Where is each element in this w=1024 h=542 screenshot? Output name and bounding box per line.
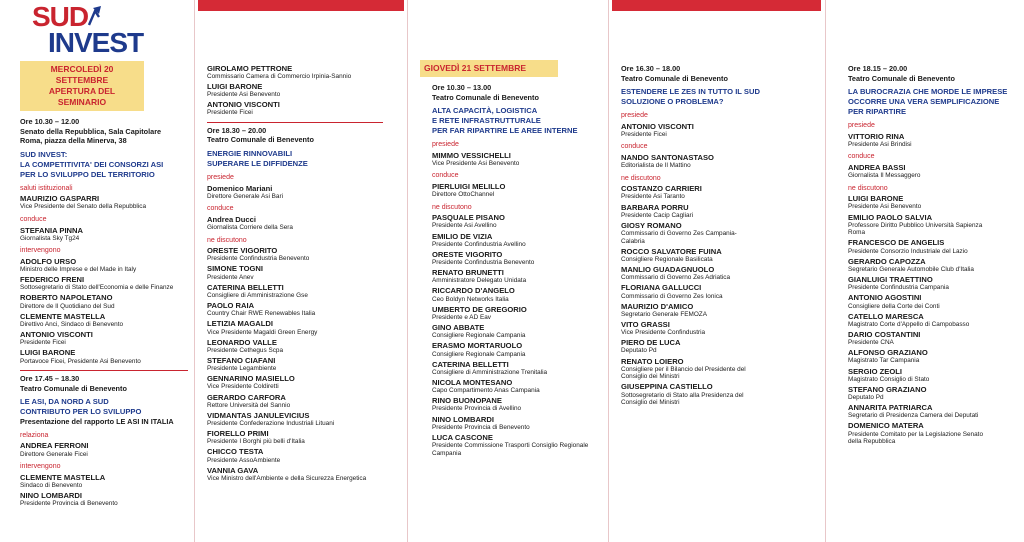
speaker-title: Presidente Ficei bbox=[207, 109, 253, 117]
speaker-name: PIERO DE LUCA bbox=[621, 338, 681, 348]
speaker-name: NICOLA MONTESANO bbox=[432, 377, 513, 387]
speaker-title: Commissario di Governo Zes Adriatica bbox=[621, 274, 731, 282]
speaker-title: Presidente Cethegus Scpa bbox=[207, 346, 284, 354]
column-1 bbox=[14, 0, 188, 542]
speaker-title: Direttore de Il Quotidiano del Sud bbox=[20, 302, 115, 310]
session-topic bbox=[20, 397, 188, 417]
speaker-title: Consigliere Regionale Campania bbox=[432, 350, 526, 358]
speaker-title: Vice Presidente del Senato della Repubblica bbox=[20, 203, 147, 211]
speaker-name: LETIZIA MAGALDI bbox=[207, 319, 273, 329]
topic-line: LA COMPETITIVITA' DEI CONSORZI ASI bbox=[20, 159, 164, 169]
day-header-1 bbox=[20, 61, 144, 111]
speaker-title: Direttore OttoChannel bbox=[432, 191, 495, 199]
speaker-title: Consigliere Regionale Campania bbox=[432, 332, 526, 340]
role-label: intervengono bbox=[20, 463, 61, 471]
speaker-name: CATERINA BELLETTI bbox=[207, 282, 284, 292]
topic-line: PER RIPARTIRE bbox=[848, 107, 907, 117]
session-time: Ore 17.45 – 18.30 bbox=[20, 374, 80, 384]
speaker-title: Magistrato Corte d'Appello di Campobasso bbox=[848, 320, 970, 328]
speaker-name: VANNIA GAVA bbox=[207, 465, 259, 475]
speaker-title: Presidente Provincia di Benevento bbox=[20, 500, 118, 508]
session-venue: Senato della Repubblica, Sala Capitolare bbox=[20, 126, 162, 136]
speaker-name: PIERLUIGI MELILLO bbox=[432, 181, 506, 191]
speaker-title: Presidente Consorzio Industriale del Lazio bbox=[848, 247, 968, 255]
speaker-title: Commissario di Governo Zes Campania-Calabria bbox=[621, 230, 737, 245]
role-label: relaziona bbox=[20, 431, 49, 439]
session-time: Ore 18.15 – 20.00 bbox=[848, 64, 908, 73]
speaker-list bbox=[621, 184, 825, 407]
session-2 bbox=[14, 374, 188, 508]
speaker-title: Presidente Asi Taranto bbox=[621, 193, 685, 201]
role-label: presiede bbox=[432, 141, 459, 149]
session-topic bbox=[20, 150, 188, 180]
speaker-title: Amministratore Delegato Unidata bbox=[432, 277, 527, 285]
topic-line: LE ASI, DA NORD A SUD bbox=[20, 397, 109, 407]
speaker-name: ERASMO MORTARUOLO bbox=[432, 341, 523, 351]
speaker-name: VITO GRASSI bbox=[621, 319, 670, 329]
speaker-name: MIMMO VESSICHELLI bbox=[432, 150, 511, 160]
speaker-name: GERARDO CARFORA bbox=[207, 392, 286, 402]
speaker-list bbox=[207, 246, 407, 482]
session-topic bbox=[621, 87, 825, 107]
session-1 bbox=[14, 117, 188, 365]
speaker-name: GIOSY ROMANO bbox=[621, 220, 682, 230]
speaker-name: NANDO SANTONASTASO bbox=[621, 152, 714, 162]
speaker-name: COSTANZO CARRIERI bbox=[621, 184, 702, 194]
speaker-name: ORESTE VIGORITO bbox=[207, 246, 278, 256]
speaker-title: Presidente Confindustria Campania bbox=[848, 284, 949, 292]
speaker-name: LUIGI BARONE bbox=[207, 81, 263, 91]
speaker-title: Ceo Boldyn Networks Italia bbox=[432, 295, 509, 303]
session-time: Ore 16.30 – 18.00 bbox=[621, 64, 681, 73]
speaker-name: GIUSEPPINA CASTIELLO bbox=[621, 382, 713, 392]
topic-line: PER LO SVILUPPO DEL TERRITORIO bbox=[20, 169, 155, 179]
speaker-name: ORESTE VIGORITO bbox=[432, 249, 503, 259]
session-topic bbox=[432, 106, 602, 136]
speaker-title: Presidente Anev bbox=[207, 273, 254, 281]
topic-line: SUPERARE LE DIFFIDENZE bbox=[207, 159, 308, 169]
speaker-title: Deputato Pd bbox=[848, 394, 884, 402]
speaker-title: Presidente Ficei bbox=[621, 130, 667, 138]
role-label: presiede bbox=[207, 174, 234, 182]
speaker-name: ANDREA FERRONI bbox=[20, 441, 89, 451]
speaker-title: Presidente e AD Eav bbox=[432, 313, 491, 321]
speaker-name: VITTORIO RINA bbox=[848, 131, 905, 141]
speaker-title: Vice Presidente Asi Benevento bbox=[432, 159, 520, 167]
speaker-name: LUIGI BARONE bbox=[848, 194, 904, 204]
role-label: intervengono bbox=[20, 247, 61, 255]
speaker-title: Vice Ministro dell'Ambiente e della Sicurezza Energetica bbox=[207, 474, 367, 482]
speaker-name: GENNARINO MASIELLO bbox=[207, 374, 295, 384]
speaker-title: Segretario di Presidenza Camera dei Deputati bbox=[848, 412, 979, 420]
speaker-name: GIROLAMO PETTRONE bbox=[207, 63, 293, 73]
role-label: ne discutono bbox=[848, 184, 888, 192]
speaker-name: CATELLO MARESCA bbox=[848, 311, 924, 321]
session-venue-address: Roma, piazza della Minerva, 38 bbox=[20, 136, 127, 146]
speaker-title: Direttore Generale Asi Bari bbox=[207, 192, 284, 200]
session-topic bbox=[207, 149, 407, 169]
speaker-name: SIMONE TOGNI bbox=[207, 264, 263, 274]
speaker-title: Professore Diritto Pubblico Università Sapienza Roma bbox=[848, 221, 983, 237]
speaker-name: ANDREA BASSI bbox=[848, 162, 906, 172]
speaker-name: CLEMENTE MASTELLA bbox=[20, 472, 106, 482]
speaker-name: PAOLO RAIA bbox=[207, 301, 255, 311]
session-time: Ore 18.30 – 20.00 bbox=[207, 125, 267, 135]
session-venue: Teatro Comunale di Benevento bbox=[432, 92, 539, 102]
role-label: conduce bbox=[848, 153, 875, 161]
speaker-title: Portavoce Ficei, Presidente Asi Benevento bbox=[20, 357, 141, 365]
role-label: ne discutono bbox=[621, 174, 661, 182]
speaker-title: Direttore Generale Ficei bbox=[20, 450, 88, 458]
role-label: conduce bbox=[207, 205, 234, 213]
role-label: ne discutono bbox=[207, 236, 247, 244]
speaker-name: RINO BUONOPANE bbox=[432, 396, 502, 406]
speaker-name: RENATO LOIERO bbox=[621, 356, 684, 366]
speaker-name: RENATO BRUNETTI bbox=[432, 268, 504, 278]
speaker-title: Direttivo Anci, Sindaco di Benevento bbox=[20, 320, 124, 328]
speaker-title: Giornalista Sky Tg24 bbox=[20, 234, 80, 242]
speaker-name: ANTONIO VISCONTI bbox=[207, 100, 280, 110]
speaker-name: EMILIO DE VIZIA bbox=[432, 231, 493, 241]
speaker-title: Sottosegretario di Stato dell'Economia e delle Finanze bbox=[20, 284, 174, 292]
speaker-name: NINO LOMBARDI bbox=[20, 491, 83, 501]
speaker-name: STEFANIA PINNA bbox=[20, 225, 84, 235]
role-label: presiede bbox=[848, 122, 875, 130]
divider bbox=[207, 122, 383, 123]
speaker-name: VIDMANTAS JANULEVICIUS bbox=[207, 410, 310, 420]
speaker-title: Presidente Provincia di Avellino bbox=[432, 405, 522, 413]
speaker-title: Consigliere Regionale Basilicata bbox=[621, 255, 713, 263]
speaker-name: FEDERICO FRENI bbox=[20, 275, 85, 285]
speaker-name: NINO LOMBARDI bbox=[432, 414, 495, 424]
role-label: conduce bbox=[621, 143, 648, 151]
speaker-name: DARIO COSTANTINI bbox=[848, 329, 921, 339]
role-label: conduce bbox=[432, 172, 459, 180]
speaker-title: Vice Presidente Magaldi Green Energy bbox=[207, 328, 318, 336]
speaker-name: ANTONIO VISCONTI bbox=[20, 330, 93, 340]
speaker-title: Consigliere di Amministrazione Gse bbox=[207, 291, 308, 299]
speaker-title: Consigliere della Corte dei Conti bbox=[848, 302, 940, 310]
speaker-title: Presidente I Borghi più belli d'Italia bbox=[207, 438, 305, 446]
speaker-title: Segretario Generale Automobile Club d'Italia bbox=[848, 265, 974, 273]
speaker-name: GINO ABBATE bbox=[432, 323, 485, 333]
speaker-title: Rettore Università del Sannio bbox=[207, 401, 291, 409]
session-3 bbox=[420, 83, 602, 457]
speaker-name: LUIGI BARONE bbox=[20, 348, 76, 358]
speaker-title: Presidente Comitato per la Legislazione Senato della Repubblica bbox=[848, 430, 983, 446]
topic-line: CONTRIBUTO PER LO SVILUPPO bbox=[20, 407, 142, 417]
topic-line: OCCORRE UNA VERA SEMPLIFICAZIONE bbox=[848, 97, 1000, 107]
day-subtitle: APERTURA DEL SEMINARIO bbox=[48, 86, 116, 107]
role-label: ne discutono bbox=[432, 203, 472, 211]
speaker-title: Giornalista Il Messaggero bbox=[848, 172, 921, 180]
session-subtopic: Presentazione del rapporto LE ASI IN ITALIA bbox=[20, 417, 174, 427]
speaker-title: Giornalista Corriere della Sera bbox=[207, 224, 293, 232]
speaker-title: Presidente Asi Brindisi bbox=[848, 140, 912, 148]
day-date: GIOVEDÌ 21 SETTEMBRE bbox=[424, 63, 527, 73]
speaker-name: ADOLFO URSO bbox=[20, 256, 77, 266]
speaker-name: ROBERTO NAPOLETANO bbox=[20, 293, 113, 303]
session-venue: Teatro Comunale di Benevento bbox=[207, 135, 314, 145]
speaker-name: CATERINA BELLETTI bbox=[432, 359, 509, 369]
speaker-title: Presidente Confindustria Benevento bbox=[207, 255, 310, 263]
speaker-name: FLORIANA GALLUCCI bbox=[621, 283, 702, 293]
speaker-name: ALFONSO GRAZIANO bbox=[848, 348, 928, 358]
speaker-title: Presidente Confindustria Benevento bbox=[432, 259, 535, 267]
speaker-list bbox=[432, 213, 602, 457]
speaker-name: STEFANO GRAZIANO bbox=[848, 384, 927, 394]
column-3 bbox=[420, 0, 602, 542]
speaker-name: GIANLUIGI TRAETTINO bbox=[848, 275, 933, 285]
topic-line: ALTA CAPACITÀ, LOGISTICA bbox=[432, 106, 538, 116]
role-label: saluti istituzionali bbox=[20, 184, 73, 192]
topic-line: E RETE INFRASTRUTTURALE bbox=[432, 116, 541, 126]
speaker-name: STEFANO CIAFANI bbox=[207, 355, 276, 365]
session-topic bbox=[848, 87, 1022, 117]
speaker-name: RICCARDO D'ANGELO bbox=[432, 286, 515, 296]
speaker-name: MAURIZIO D'AMICO bbox=[621, 301, 694, 311]
speaker-name: ANTONIO VISCONTI bbox=[621, 121, 694, 131]
speaker-name: Domenico Mariani bbox=[207, 183, 273, 193]
session-time: Ore 10.30 – 12.00 bbox=[20, 117, 80, 126]
speaker-title: Presidente Ficei bbox=[20, 339, 66, 347]
speaker-title: Presidente Confederazione Industriali Lituani bbox=[207, 420, 335, 428]
topic-line: SUD INVEST: bbox=[20, 149, 68, 159]
speaker-title: Sindaco di Benevento bbox=[20, 481, 83, 489]
topic-line: LA BUROCRAZIA CHE MORDE LE IMPRESE bbox=[848, 87, 1008, 97]
speaker-name: UMBERTO DE GREGORIO bbox=[432, 304, 527, 314]
day-header-2 bbox=[420, 60, 558, 77]
session-time: Ore 10.30 – 13.00 bbox=[432, 83, 492, 92]
topic-line: ESTENDERE LE ZES IN TUTTO IL SUD bbox=[621, 87, 760, 97]
speaker-title: Presidente Provincia di Benevento bbox=[432, 423, 530, 431]
speaker-title: Capo Compartimento Anas Campania bbox=[432, 387, 540, 395]
speaker-name: Andrea Ducci bbox=[207, 214, 256, 224]
logo bbox=[14, 3, 188, 61]
speaker-title: Commissario Camera di Commercio Irpinia-Sannio bbox=[207, 72, 352, 80]
speaker-title: Segretario Generale FEMOZA bbox=[621, 310, 707, 318]
speaker-name: BARBARA PORRU bbox=[621, 202, 689, 212]
speaker-name: ROCCO SALVATORE FUINA bbox=[621, 246, 722, 256]
speaker-title: Presidente Commissione Trasporti Consiglio Regionale Campania bbox=[432, 442, 589, 457]
speaker-title: Magistrato Consiglio di Stato bbox=[848, 375, 930, 383]
speaker-title: Presidente AssoAmbiente bbox=[207, 456, 281, 464]
column-4 bbox=[608, 0, 826, 542]
speaker-name: MAURIZIO GASPARRI bbox=[20, 194, 100, 204]
speaker-title: Ministro delle Imprese e del Made in Italy bbox=[20, 266, 137, 274]
speaker-list bbox=[848, 194, 1022, 446]
speaker-title: Editorialista de Il Mattino bbox=[621, 162, 691, 170]
logo-invest: INVEST bbox=[48, 27, 144, 58]
session-venue: Teatro Comunale di Benevento bbox=[848, 73, 955, 83]
arrow-up-icon bbox=[87, 5, 103, 27]
speaker-name: SERGIO ZEOLI bbox=[848, 366, 903, 376]
column-2 bbox=[194, 0, 408, 542]
day-date: MERCOLEDÌ 20 SETTEMBRE bbox=[50, 64, 114, 85]
speaker-name: GERARDO CAPOZZA bbox=[848, 256, 926, 266]
topic-line: SOLUZIONE O PROBLEMA? bbox=[621, 97, 724, 107]
speaker-title: Deputato Pd bbox=[621, 347, 657, 355]
divider bbox=[20, 370, 188, 371]
speaker-name: PASQUALE PISANO bbox=[432, 213, 505, 223]
speaker-title: Presidente Asi Avellino bbox=[432, 222, 497, 230]
speaker-title: Presidente Asi Benevento bbox=[207, 91, 281, 98]
speaker-title: Presidente Cacip Cagliari bbox=[621, 211, 694, 219]
speaker-title: Vice Presidente Confindustria bbox=[621, 329, 706, 337]
speaker-title: Consigliere di Amministrazione Trenitalia bbox=[432, 368, 548, 376]
session-venue: Teatro Comunale di Benevento bbox=[20, 383, 127, 393]
speaker-title: Presidente Legambiente bbox=[207, 365, 277, 373]
speaker-name: LUCA CASCONE bbox=[432, 432, 493, 442]
speaker-title: Presidente CNA bbox=[848, 339, 894, 347]
speaker-title: Magistrato Tar Campania bbox=[848, 357, 920, 365]
column-5 bbox=[836, 0, 1022, 542]
speaker-name: DOMENICO MATERA bbox=[848, 421, 924, 431]
speaker-title: Vice Presidente Coldiretti bbox=[207, 383, 279, 391]
topic-line: PER FAR RIPARTIRE LE AREE INTERNE bbox=[432, 126, 578, 136]
speaker-name: LEONARDO VALLE bbox=[207, 337, 277, 347]
role-label: presiede bbox=[621, 112, 648, 120]
session-venue: Teatro Comunale di Benevento bbox=[621, 73, 728, 83]
topic-line: ENERGIE RINNOVABILI bbox=[207, 149, 293, 159]
speaker-title: Consigliere per il Bilancio del Presidente del Consiglio dei Ministri bbox=[621, 365, 746, 381]
speaker-name: CLEMENTE MASTELLA bbox=[20, 311, 106, 321]
speaker-title: Country Chair RWE Renewables Italia bbox=[207, 310, 316, 318]
speaker-name: MANLIO GUADAGNUOLO bbox=[621, 265, 715, 275]
speaker-name: FRANCESCO DE ANGELIS bbox=[848, 238, 945, 248]
speaker-title: Sottosegretario di Stato alla Presidenza del Consiglio dei Ministri bbox=[621, 391, 744, 407]
speaker-name: CHICCO TESTA bbox=[207, 447, 264, 457]
speaker-name: ANNARITA PATRIARCA bbox=[848, 403, 933, 413]
speaker-title: Presidente Asi Benevento bbox=[848, 203, 922, 211]
speaker-name: EMILIO PAOLO SALVIA bbox=[848, 212, 933, 222]
logo-sud: SUD bbox=[32, 1, 89, 32]
role-label: conduce bbox=[20, 216, 47, 224]
speaker-name: ANTONIO AGOSTINI bbox=[848, 293, 922, 303]
speaker-name: FIORELLO PRIMI bbox=[207, 429, 269, 439]
speaker-title: Commissario di Governo Zes Ionica bbox=[621, 292, 723, 300]
speaker-title: Presidente Confindustria Avellino bbox=[432, 240, 526, 248]
